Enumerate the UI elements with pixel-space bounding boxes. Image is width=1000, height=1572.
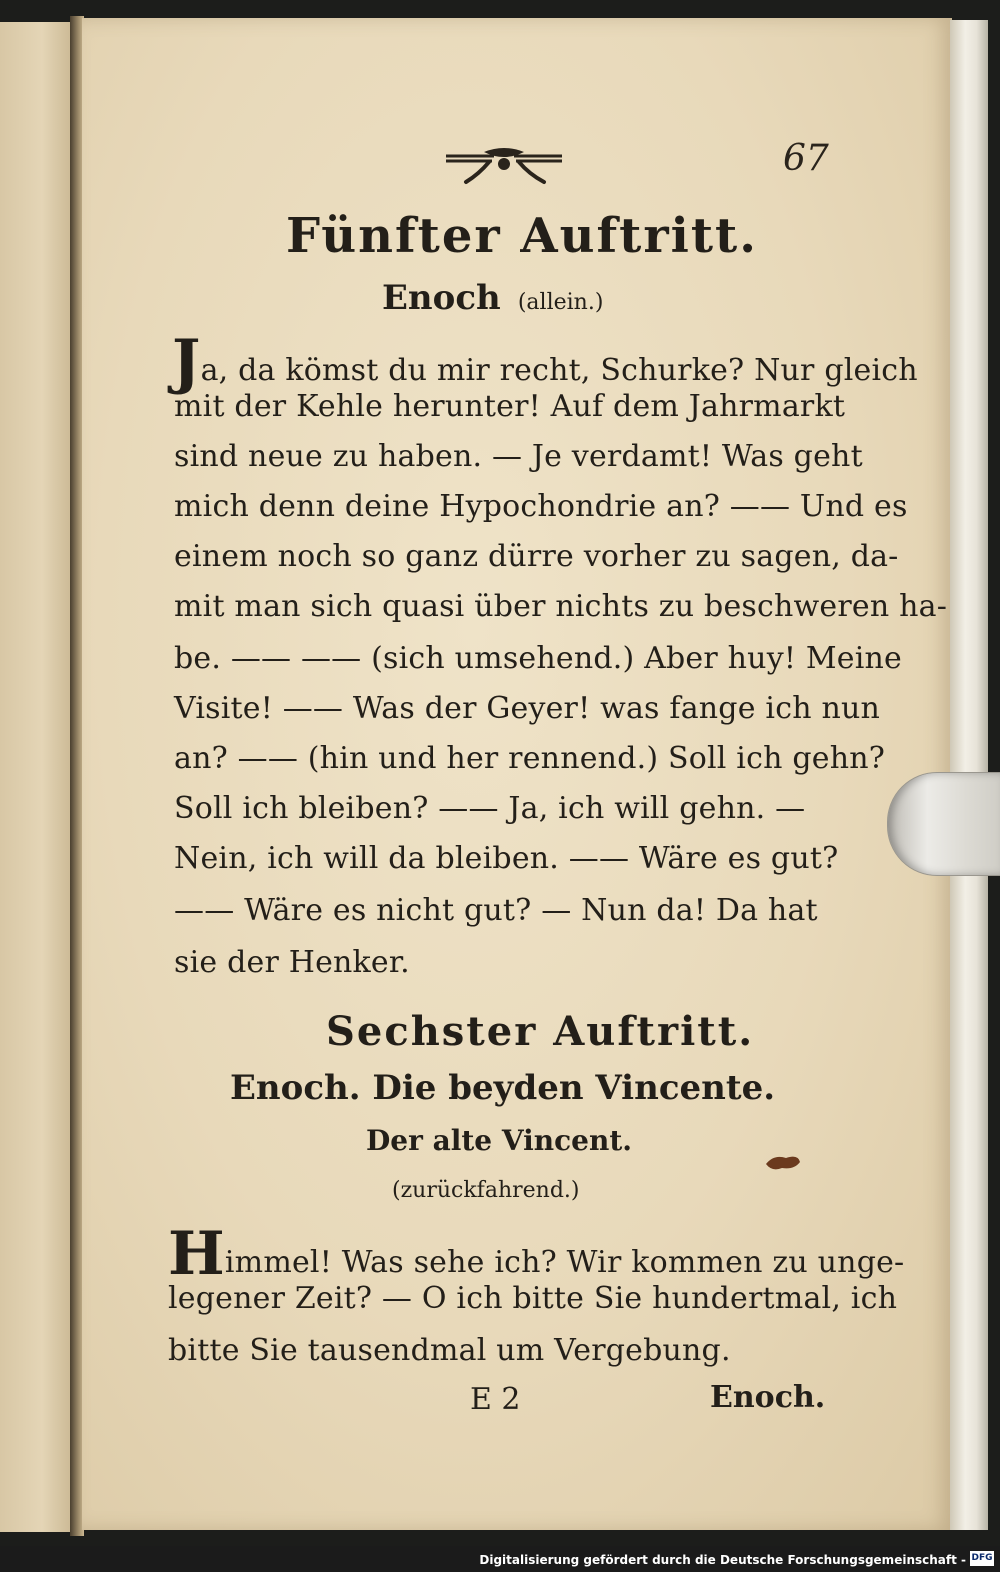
speech-line: be. —— —— (sich umsehend.) Aber huy! Meine bbox=[174, 641, 902, 676]
ornament-icon bbox=[444, 142, 564, 188]
speech-line: mich denn deine Hypochondrie an? —— Und es bbox=[174, 489, 908, 524]
initial-letter: H bbox=[168, 1219, 225, 1289]
speech-line-text: immel! Was sehe ich? Wir kommen zu unge- bbox=[224, 1245, 905, 1280]
funding-credit: Digitalisierung gefördert durch die Deutsche Forschungsgemeinschaft - bbox=[479, 1553, 966, 1567]
speaker-heading bbox=[382, 278, 603, 318]
speech-line: bitte Sie tausendmal um Vergebung. bbox=[168, 1333, 731, 1368]
dfg-logo: DFG bbox=[970, 1551, 994, 1566]
speech-line bbox=[168, 1219, 905, 1289]
speech-line: Soll ich bleiben? —— Ja, ich will gehn. — bbox=[174, 791, 806, 826]
speaker-name: Enoch bbox=[382, 278, 501, 318]
speech-line bbox=[172, 327, 918, 397]
catchword: Enoch. bbox=[710, 1380, 826, 1415]
scene-heading-6: Sechster Auftritt. bbox=[326, 1008, 755, 1055]
ink-stain bbox=[764, 1150, 802, 1174]
page-clip bbox=[887, 772, 1000, 876]
speech-line: Visite! —— Was der Geyer! was fange ich nun bbox=[174, 691, 881, 726]
speech-line: sie der Henker. bbox=[174, 945, 410, 980]
speech-line: legener Zeit? — O ich bitte Sie hundertmal, ich bbox=[168, 1281, 898, 1316]
signature-mark: E 2 bbox=[470, 1382, 521, 1417]
speaker-heading: Der alte Vincent. bbox=[366, 1124, 632, 1157]
stage-direction: (zurückfahrend.) bbox=[392, 1178, 580, 1203]
speech-line: an? —— (hin und her rennend.) Soll ich gehn? bbox=[174, 741, 886, 776]
speech-line-text: a, da kömst du mir recht, Schurke? Nur gleich bbox=[200, 353, 918, 388]
characters-list: Enoch. Die beyden Vincente. bbox=[230, 1068, 776, 1108]
page-number: 67 bbox=[783, 138, 829, 179]
speech-line: einem noch so ganz dürre vorher zu sagen, da- bbox=[174, 539, 899, 574]
speech-line: sind neue zu haben. — Je verdamt! Was geht bbox=[174, 439, 863, 474]
speech-line: Nein, ich will da bleiben. —— Wäre es gut? bbox=[174, 841, 839, 876]
scene-heading-5: Fünfter Auftritt. bbox=[286, 208, 758, 264]
speech-line: —— Wäre es nicht gut? — Nun da! Da hat bbox=[174, 893, 818, 928]
previous-page-edge bbox=[0, 22, 72, 1532]
speech-line: mit der Kehle herunter! Auf dem Jahrmarkt bbox=[174, 389, 846, 424]
stage-direction: (allein.) bbox=[517, 290, 604, 315]
speech-line: mit man sich quasi über nichts zu beschweren ha- bbox=[174, 589, 948, 624]
initial-letter: J bbox=[172, 327, 201, 397]
